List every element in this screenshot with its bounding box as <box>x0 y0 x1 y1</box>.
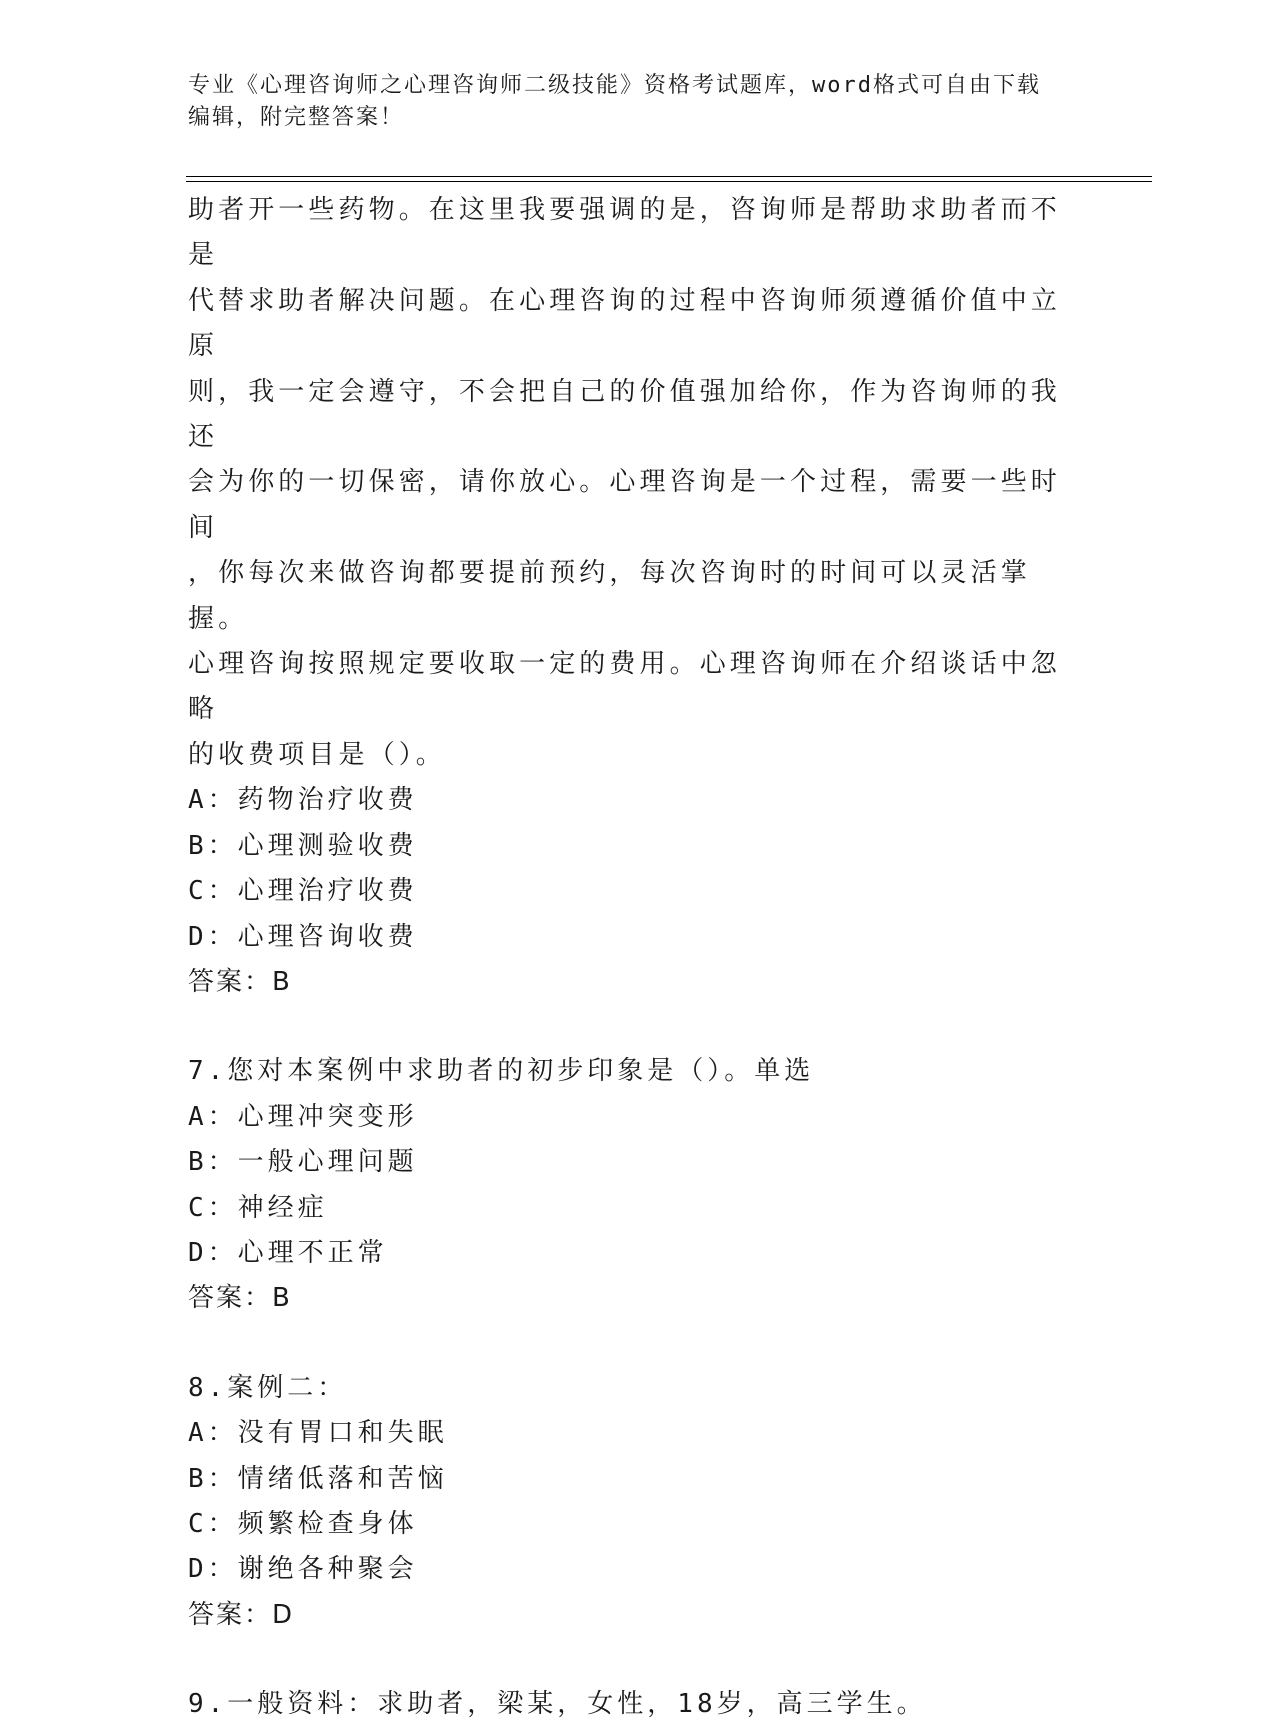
option-a: A：心理冲突变形 <box>188 1101 418 1132</box>
answer: 答案：B <box>188 966 292 997</box>
option-c: C：心理治疗收费 <box>188 876 418 907</box>
answer: 答案：B <box>188 1283 292 1314</box>
option-a: A：没有胃口和失眠 <box>188 1418 448 1449</box>
header-line-1: 专业《心理咨询师之心理咨询师二级技能》资格考试题库，word格式可自由下载 <box>188 73 1041 98</box>
question-9 <box>188 1682 1068 1727</box>
passage-block <box>188 188 1068 1005</box>
option-b: B：心理测验收费 <box>188 830 418 861</box>
question-title: 9.一般资料：求助者，梁某，女性，18岁，高三学生。 <box>188 1689 927 1720</box>
spacer <box>188 1638 1068 1682</box>
passage-line: 则，我一定会遵守，不会把自己的价值强加给你，作为咨询师的我还 <box>188 376 1061 453</box>
header-rule-top <box>186 176 1152 177</box>
option-c: C：频繁检查身体 <box>188 1508 418 1539</box>
passage-line: 会为你的一切保密，请你放心。心理咨询是一个过程，需要一些时间 <box>188 467 1061 543</box>
option-b: B：一般心理问题 <box>188 1147 418 1178</box>
document-body <box>188 188 1068 1728</box>
question-title: 8.案例二： <box>188 1372 348 1403</box>
question-8 <box>188 1366 1068 1638</box>
header-line-2: 编辑，附完整答案！ <box>188 105 405 130</box>
passage-line: ，你每次来做咨询都要提前预约，每次咨询时的时间可以灵活掌握。 <box>188 558 1031 634</box>
option-b: B：情绪低落和苦恼 <box>188 1463 448 1494</box>
passage-line: 心理咨询按照规定要收取一定的费用。心理咨询师在介绍谈话中忽略 <box>188 649 1061 725</box>
option-c: C：神经症 <box>188 1192 328 1223</box>
passage-line: 助者开一些药物。在这里我要强调的是，咨询师是帮助求助者而不是 <box>188 195 1061 271</box>
question-7 <box>188 1049 1068 1321</box>
spacer <box>188 1322 1068 1366</box>
option-d: D：心理不正常 <box>188 1237 388 1268</box>
passage-line: 的收费项目是（）。 <box>188 739 446 770</box>
option-a: A：药物治疗收费 <box>188 785 418 816</box>
option-d: D：心理咨询收费 <box>188 921 418 952</box>
spacer <box>188 1005 1068 1049</box>
document-header <box>188 70 1088 134</box>
question-title: 7.您对本案例中求助者的初步印象是（）。单选 <box>188 1056 815 1087</box>
passage-line: 代替求助者解决问题。在心理咨询的过程中咨询师须遵循价值中立原 <box>188 285 1061 362</box>
header-rule-bottom <box>186 181 1152 182</box>
answer: 答案：D <box>188 1599 295 1630</box>
option-d: D：谢绝各种聚会 <box>188 1554 418 1585</box>
